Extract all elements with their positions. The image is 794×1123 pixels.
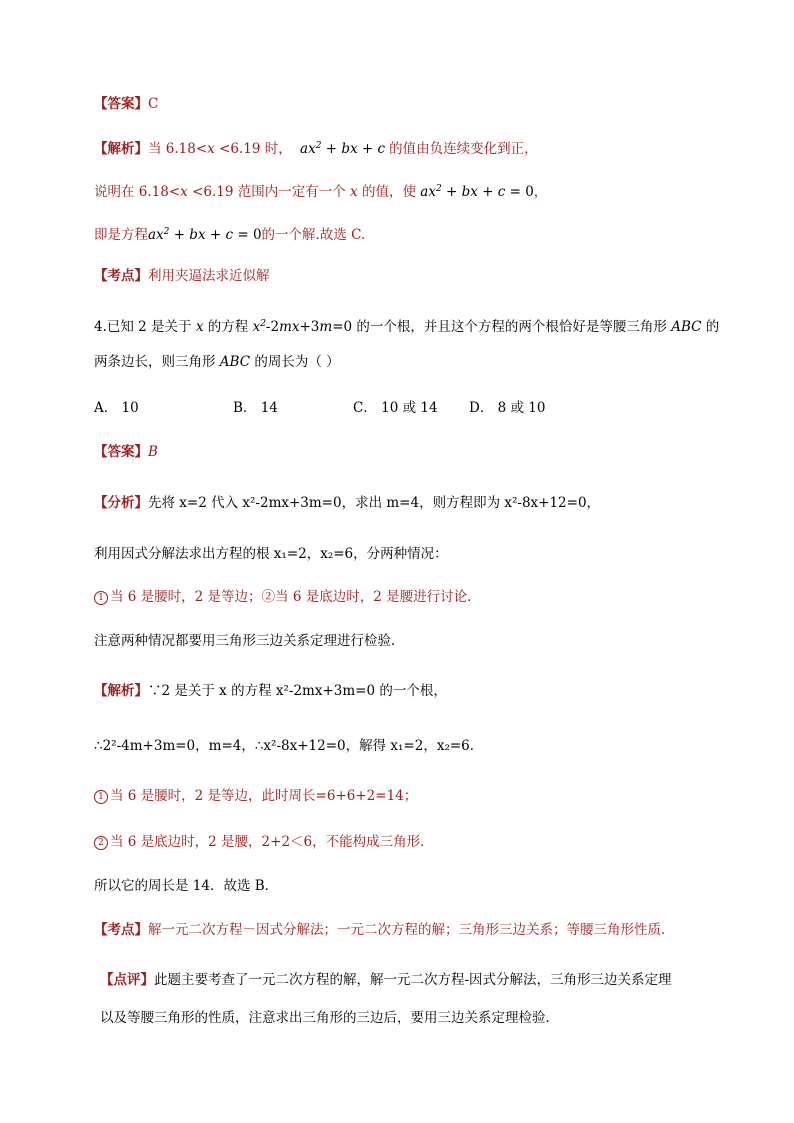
stem-text: 的周长为（ ） (250, 354, 340, 370)
q3-analysis-line-1 (94, 140, 538, 158)
q4-jiexi-line-3 (94, 787, 417, 805)
analysis-text: 即是方程 (94, 227, 148, 243)
dianping-text: 以及等腰三角形的性质，注意求出三角形的三边后，要用三边关系定理检验． (100, 1010, 559, 1026)
q4-dianping-line-1 (100, 971, 672, 989)
quadratic-equation: $ax^2$ + bx + c = 0 (148, 227, 262, 243)
analysis-text: 说明在 6.18< (94, 184, 181, 200)
q3-analysis-line-3 (94, 226, 365, 244)
q4-fenxi-line-1 (94, 494, 600, 512)
answer-tag: 【答案】 (94, 444, 148, 460)
circled-number-1: 1 (94, 591, 108, 605)
answer-value: B (148, 444, 158, 460)
q4-answer-line (94, 443, 158, 461)
var-x: x (207, 141, 215, 157)
option-c: C． 10 或 14 (353, 400, 438, 416)
kaodian-text: 解一元二次方程－因式分解法；一元二次方程的解；三角形三边关系；等腰三角形性质． (148, 922, 675, 938)
q4-fenxi-line-2 (94, 545, 448, 563)
jiexi-tag: 【解析】 (94, 683, 148, 699)
dianping-text: 此题主要考查了一元二次方程的解，解一元二次方程-因式分解法，三角形三边关系定理 (154, 972, 672, 988)
circled-number-1: 1 (94, 790, 108, 804)
analysis-text: 的值由负连续变化到正， (389, 141, 538, 157)
var-x: x (180, 184, 188, 200)
answer-value: C (148, 96, 159, 112)
fenxi-text: 利用因式分解法求出方程的根 x₁=2，x₂=6，分两种情况： (94, 546, 448, 562)
q4-jiexi-line-2 (94, 737, 483, 755)
analysis-text: <6.19 时， (214, 141, 292, 157)
circled-number-2: 2 (94, 836, 108, 850)
dianping-tag: 【点评】 (100, 972, 154, 988)
var-x: x (195, 319, 204, 335)
jiexi-text: 当 6 是底边时，2 是腰，2+2＜6，不能构成三角形． (110, 834, 434, 850)
q4-dianping-line-2 (100, 1009, 559, 1027)
jiexi-text: ∵2 是关于 x 的方程 x²-2mx+3m=0 的一个根， (148, 683, 447, 699)
var-x: x (350, 184, 358, 200)
triangle-name: ABC (219, 354, 251, 370)
jiexi-text: ∴2²-4m+3m=0，m=4，∴x²-8x+12=0，解得 x₁=2，x₂=6． (94, 738, 484, 754)
analysis-text: ， (533, 184, 548, 200)
analysis-text: 的值，使 (357, 184, 416, 200)
stem-text: 两条边长，则三角形 (94, 354, 220, 370)
q4-stem-line-2 (94, 353, 340, 371)
q3-kaodian-line (94, 267, 270, 285)
quadratic-expression: $ax^2$ + bx + c (300, 141, 386, 157)
q3-answer-line (94, 95, 158, 113)
q4-fenxi-line-3 (94, 588, 481, 606)
q4-stem-line-1 (94, 318, 719, 336)
option-d: D． 8 或 10 (469, 400, 546, 416)
analysis-text: 当 6.18< (148, 141, 208, 157)
kaodian-tag: 【考点】 (94, 922, 148, 938)
analysis-tag: 【解析】 (94, 141, 148, 157)
jiexi-text: 当 6 是腰时，2 是等边，此时周长=6+6+2=14； (110, 788, 418, 804)
q4-jiexi-line-1 (94, 682, 447, 700)
q3-analysis-line-2 (94, 183, 547, 201)
analysis-text: 的一个解.故选 C. (261, 227, 366, 243)
fenxi-text: 先将 x=2 代入 x²-2mx+3m=0，求出 m=4，则方程即为 x²-8x+12=0， (148, 495, 601, 511)
answer-tag: 【答案】 (94, 96, 148, 112)
fenxi-tag: 【分析】 (94, 495, 148, 511)
q4-kaodian-line (94, 921, 675, 939)
stem-text: 4.已知 2 是关于 (94, 319, 196, 335)
q4-fenxi-line-4 (94, 632, 405, 650)
q4-jiexi-line-4 (94, 833, 434, 851)
stem-text: 的 (701, 319, 720, 335)
triangle-name: ABC (671, 319, 702, 335)
kaodian-text: 利用夹逼法求近似解 (148, 268, 270, 284)
stem-equation: $x^2-2mx+3m=0$ (252, 319, 353, 335)
quadratic-equation: $ax^2$ + bx + c = 0 (420, 184, 534, 200)
fenxi-text: 注意两种情况都要用三角形三边关系定理进行检验． (94, 633, 405, 649)
option-a: A． 10 (94, 400, 139, 416)
fenxi-text: 当 6 是腰时，2 是等边；②当 6 是底边时，2 是腰进行讨论． (110, 589, 481, 605)
option-b: B． 14 (233, 400, 278, 416)
jiexi-text: 所以它的周长是 14．故选 B． (94, 878, 279, 894)
kaodian-tag: 【考点】 (94, 268, 148, 284)
stem-text: 的一个根，并且这个方程的两个根恰好是等腰三角形 (352, 319, 672, 335)
q4-jiexi-line-5 (94, 877, 278, 895)
q4-options (94, 399, 614, 417)
stem-text: 的方程 (203, 319, 253, 335)
analysis-text: <6.19 范围内一定有一个 (187, 184, 351, 200)
